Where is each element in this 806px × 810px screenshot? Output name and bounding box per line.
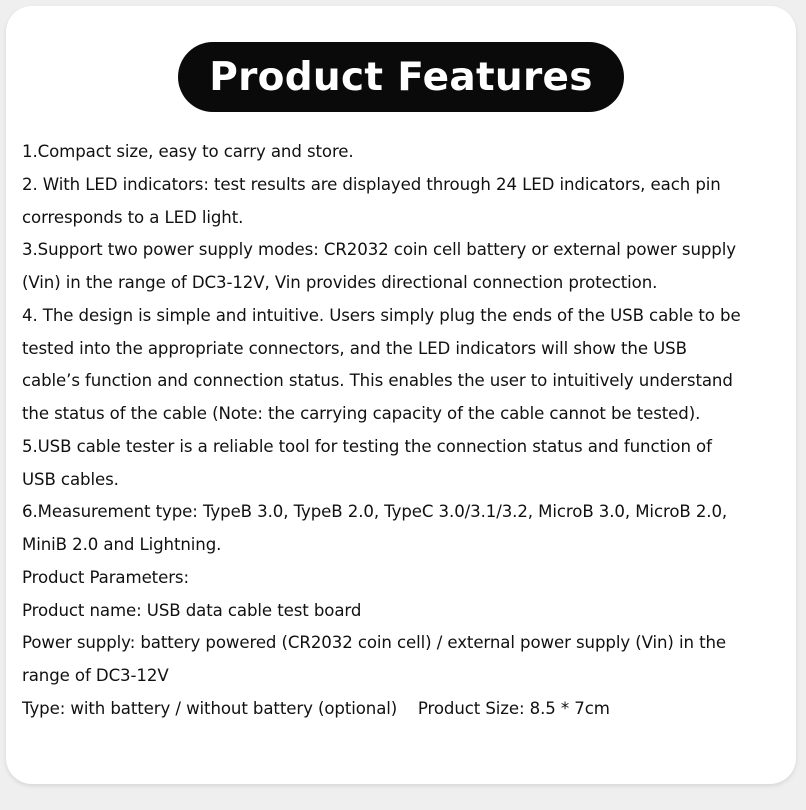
text-line: 3.Support two power supply modes: CR2032 coin cell battery or external power supply: [22, 240, 736, 260]
text-line: MiniB 2.0 and Lightning.: [22, 535, 222, 554]
feature-card: [6, 6, 796, 784]
text-line: USB cables.: [22, 469, 119, 489]
feature-text: [22, 136, 792, 726]
text-line: range of DC3-12V: [22, 666, 169, 685]
text-line: corresponds to a LED light.: [22, 207, 244, 227]
text-line: (Vin) in the range of DC3-12V, Vin provides directional connection protection.: [22, 273, 658, 292]
page-title: Product Features: [209, 54, 593, 100]
text-line: 4. The design is simple and intuitive. Users simply plug the ends of the USB cable to be: [22, 305, 741, 325]
text-line: Type: with battery / without battery (optional) Product Size: 8.5 * 7cm: [22, 698, 610, 718]
text-line: 5.USB cable tester is a reliable tool for testing the connection status and function of: [22, 436, 712, 456]
text-line: the status of the cable (Note: the carrying capacity of the cable cannot be tested).: [22, 404, 701, 423]
text-line: 1.Compact size, easy to carry and store.: [22, 142, 354, 161]
text-line: 6.Measurement type: TypeB 3.0, TypeB 2.0, TypeC 3.0/3.1/3.2, MicroB 3.0, MicroB 2.0,: [22, 502, 728, 522]
section-heading: Product Parameters:: [22, 567, 189, 587]
text-line: Power supply: battery powered (CR2032 coin cell) / external power supply (Vin) in the: [22, 633, 727, 653]
text-line: tested into the appropriate connectors, and the LED indicators will show the USB: [22, 338, 687, 358]
title-banner: [178, 42, 624, 112]
text-line: cable’s function and connection status. This enables the user to intuitively understand: [22, 371, 733, 391]
text-line: 2. With LED indicators: test results are displayed through 24 LED indicators, each pin: [22, 174, 721, 194]
text-line: Product name: USB data cable test board: [22, 600, 362, 620]
